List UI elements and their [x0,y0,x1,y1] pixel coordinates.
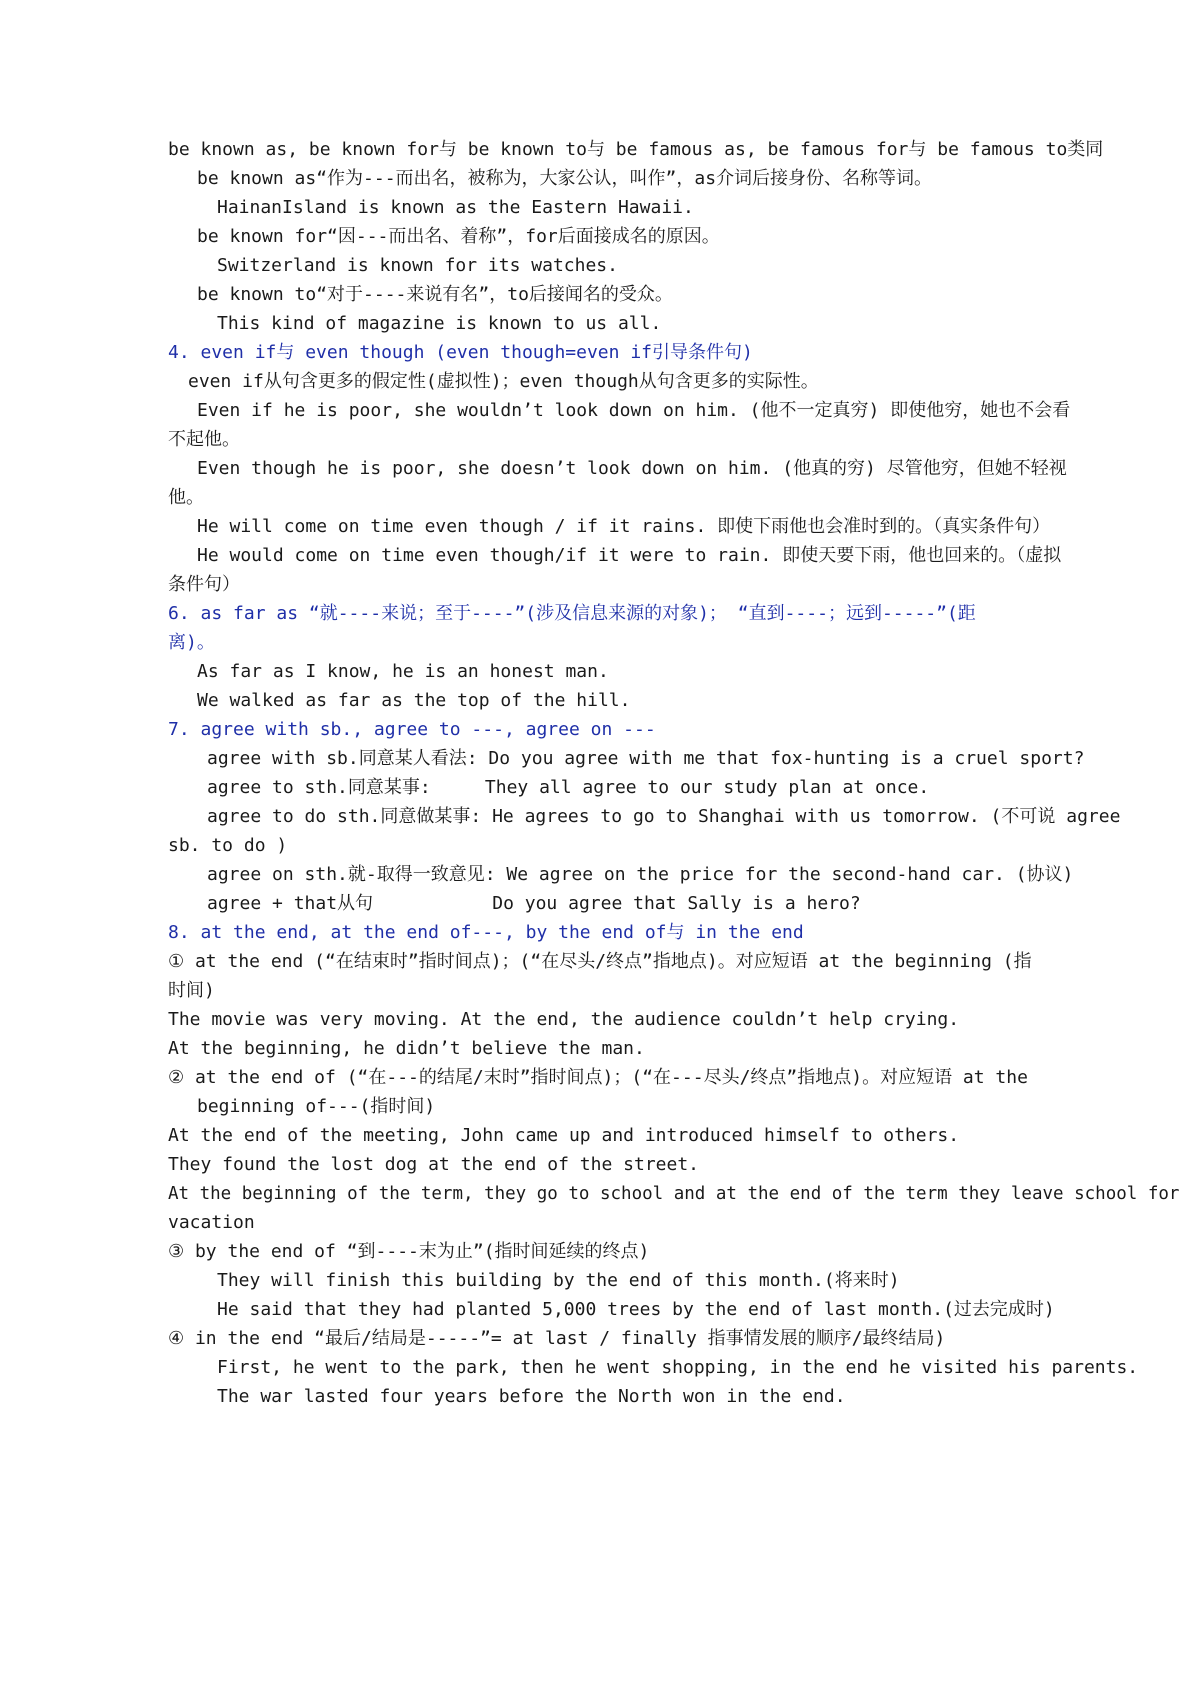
agree-to-do-line: agree to do sth.同意做某事: He agrees to go to Shanghai with us tomorrow. (不可说 agree [207,806,1121,827]
at-the-end-example-1: The movie was very moving. At the end, the audience couldn’t help crying. [168,1009,960,1030]
even-if-example-1: Even if he is poor, she wouldn’t look down on him. (他不一定真穷) 即使他穷，她也不会看 [197,400,1071,421]
known-to-example: This kind of magazine is known to us all. [217,313,662,334]
in-the-end-example-2: The war lasted four years before the North won in the end. [217,1386,846,1407]
at-the-end-of-note: ② at the end of (“在---的结尾/末时”指时间点)；(“在---尽头/终点”指地点)。对应短语 at the [168,1067,1028,1088]
in-the-end-example-1: First, he went to the park, then he went shopping, in the end he visited his parents. [217,1357,1139,1378]
agree-on-line: agree on sth.就-取得一致意见: We agree on the price for the second-hand car. (协议) [207,864,1074,885]
known-as-example: HainanIsland is known as the Eastern Hawaii. [217,197,694,218]
as-far-as-example-1: As far as I know, he is an honest man. [197,661,609,682]
even-though-example-3-cont: 条件句） [168,574,240,595]
known-for-note: be known for“因---而出名、着称”，for后面接成名的原因。 [197,226,720,247]
at-the-end-of-example-3: At the beginning of the term, they go to school and at the end of the term they leave school for [168,1184,1180,1204]
section-heading-as-far-as-cont: 离)。 [168,632,215,653]
agree-with-line: agree with sb.同意某人看法: Do you agree with me that fox-hunting is a cruel sport? [207,748,1085,769]
by-the-end-of-example-1: They will finish this building by the end of this month.(将来时) [217,1270,900,1291]
as-far-as-example-2: We walked as far as the top of the hill. [197,690,631,711]
by-the-end-of-note: ③ by the end of “到----末为止”(指时间延续的终点) [168,1241,650,1262]
intro-line: be known as, be known for与 be known to与 be famous as, be famous for与 be famous to类同 [168,139,1104,160]
section-heading-even-if: 4. even if与 even though (even though=even if引导条件句) [168,342,753,363]
known-to-note: be known to“对于----来说有名”，to后接闻名的受众。 [197,284,673,305]
at-the-end-of-example-2: They found the lost dog at the end of the street. [168,1154,700,1175]
at-the-end-of-example-3-cont: vacation [168,1212,255,1233]
even-though-example-1: Even though he is poor, she doesn’t look down on him. (他真的穷) 尽管他穷，但她不轻视 [197,458,1067,479]
known-for-example: Switzerland is known for its watches. [217,255,618,276]
at-the-end-of-note-cont: beginning of---(指时间) [197,1096,436,1117]
even-though-example-3: He would come on time even though/if it were to rain. 即使天要下雨，他也回来的。（虚拟 [197,545,1062,566]
agree-to-do-line-cont: sb. to do ) [168,835,288,856]
at-the-end-note: ① at the end (“在结束时”指时间点)；(“在尽头/终点”指地点)。对应短语 at the beginning (指 [168,951,1032,972]
even-though-example-1-cont: 他。 [168,487,204,508]
even-though-example-2: He will come on time even though / if it rains. 即使下雨他也会准时到的。（真实条件句） [197,516,1051,537]
at-the-end-of-example-1: At the end of the meeting, John came up and introduced himself to others. [168,1125,960,1146]
section-heading-as-far-as: 6. as far as “就----来说；至于----”(涉及信息来源的对象)； “直到----；远到-----”(距 [168,603,976,624]
at-the-beginning-example: At the beginning, he didn’t believe the man. [168,1038,645,1059]
agree-that-line: agree + that从句 Do you agree that Sally is a hero? [207,893,861,914]
section-heading-agree: 7. agree with sb., agree to ---, agree on --- [168,719,656,740]
even-if-note: even if从句含更多的假定性(虚拟性)；even though从句含更多的实际性。 [188,371,819,392]
at-the-end-note-cont: 时间) [168,980,215,1001]
by-the-end-of-example-2: He said that they had planted 5,000 trees by the end of last month.(过去完成时) [217,1299,1055,1320]
section-heading-at-the-end: 8. at the end, at the end of---, by the end of与 in the end [168,922,804,943]
known-as-note: be known as“作为---而出名，被称为，大家公认，叫作”，as介词后接身份、名称等词。 [197,168,933,189]
in-the-end-note: ④ in the end “最后/结局是-----”= at last / finally 指事情发展的顺序/最终结局) [168,1328,946,1349]
even-if-example-1-cont: 不起他。 [168,429,240,450]
agree-to-sth-line: agree to sth.同意某事: They all agree to our study plan at once. [207,777,930,798]
